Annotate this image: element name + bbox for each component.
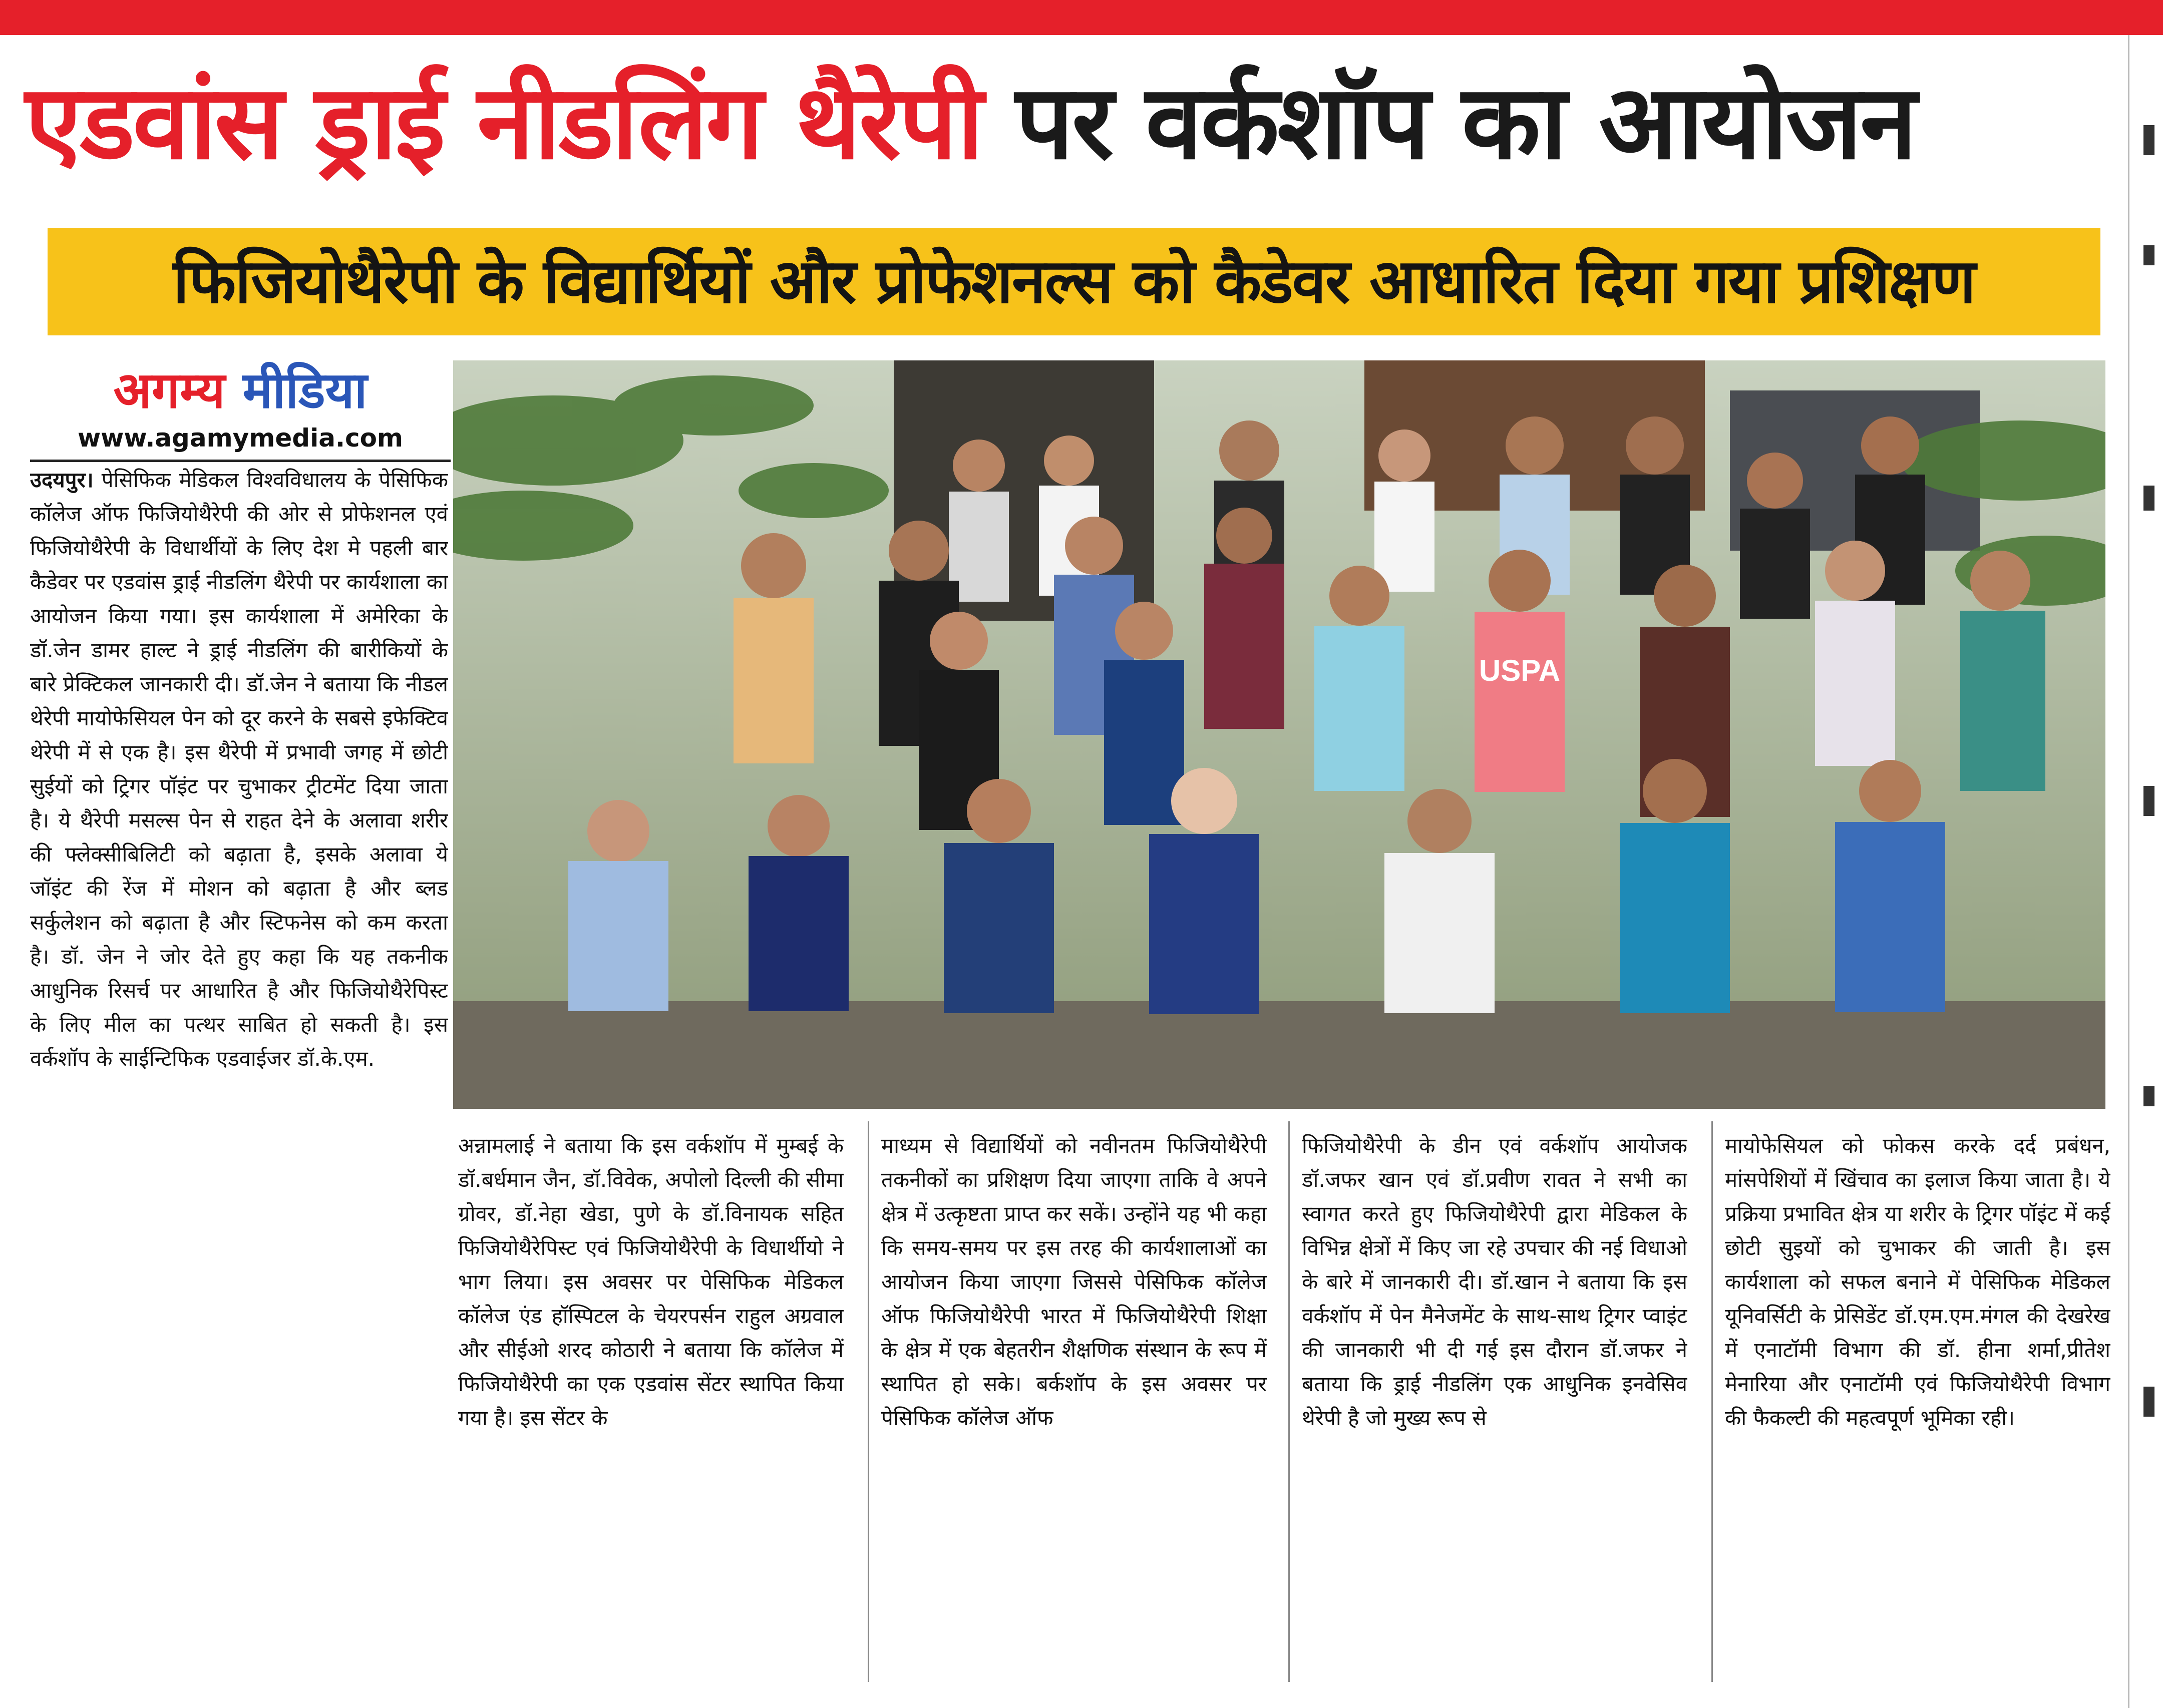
edge-mark: [2143, 486, 2154, 511]
edge-mark: [2143, 125, 2154, 155]
column-divider: [868, 1121, 869, 1682]
edge-mark: [2143, 1086, 2154, 1106]
subheadline-banner: फिजियोथैरेपी के विद्यार्थियों और प्रोफेशनल्स को कैडेवर आधारित दिया गया प्रशिक्षण: [48, 228, 2100, 335]
source-logo: [30, 360, 451, 462]
article-column-1: [30, 463, 448, 1679]
article-column-4: फिजियोथैरेपी के डीन एवं वर्कशॉप आयोजक डॉ.जफर खान एवं डॉ.प्रवीण रावत ने सभी का स्वागत करते हुए फिजियोथैरेपी द्वारा मेडिकल के विभिन्न क्षेत्रों में किए जा रहे उपचार की नई विधाओ के बारे में जानकारी दी। डॉ.खान ने बताया कि इस वर्कशॉप में पेन मैनेजमेंट के साथ-साथ ट्रिगर प्वाइंट की जानकारी भी दी गई इस दौरान डॉ.जफर ने बताया कि ड्राई नीडलिंग एक आधुनिक इनवेसिव थेरेपी है जो मुख्य रूप से: [1302, 1133, 1687, 1430]
top-red-bar: [0, 0, 2163, 35]
headline-red-part: एडवांस ड्राई नीडलिंग थैरेपी: [25, 63, 982, 182]
group-photo-illustration: [453, 360, 2105, 1109]
column-divider: [1711, 1121, 1713, 1682]
headline: [25, 48, 2108, 198]
headline-black-part: पर वर्कशॉप का आयोजन: [1015, 63, 1915, 182]
article-text-1: पेसिफिक मेडिकल विश्वविधालय के पेसिफिक कॉलेज ऑफ फिजियोथैरेपी की ओर से प्रोफेशनल एवं फिजियोथैरेपी के विधार्थीयों के लिए देश मे पहली बार कैडेवर पर एडवांस ड्राई नीडलिंग थैरेपी पर कार्यशाला का आयोजन किया गया। इस कार्यशाला में अमेरिका के डॉ.जेन डामर हाल्ट ने ड्राई नीडलिंग की बारीकियों के बारे प्रेक्टिकल जानकारी दी। डॉ.जेन ने बताया कि नीडल थेरेपी मायोफेसियल पेन को दूर करने के सबसे इफेक्टिव थेरेपी में से एक है। इस थैरेपी में प्रभावी जगह में छोटी सुईयों को ट्रिगर पॉइंट पर चुभाकर ट्रीटमेंट दिया जाता है। ये थैरेपी मसल्स पेन से राहत देने के अलावा शरीर की फ्लेक्सीबिलिटी को बढ़ाता है, इसके अलावा ये जॉइंट की रेंज में मोशन को बढ़ाता है और ब्लड सर्कुलेशन को बढ़ाता है और स्टिफनेस को कम करता है। डॉ. जेन ने जोर देते हुए कहा कि यह तकनीक आधुनिक रिसर्च पर आधारित है और फिजियोथैरेपिस्ट के लिए मील का पत्थर साबित हो सकती है। इस वर्कशॉप के साईन्टिफिक एडवाईजर डॉ.के.एम.: [30, 468, 448, 1071]
article-column-2: अन्नामलाई ने बताया कि इस वर्कशॉप में मुम्बई के डॉ.बर्धमान जैन, डॉ.विवेक, अपोलो दिल्ली की सीमा ग्रोवर, डॉ.नेहा खेडा, पुणे के डॉ.विनायक सहित फिजियोथैरेपिस्ट एवं फिजियोथैरेपी के विधार्थीयो ने भाग लिया। इस अवसर पर पेसिफिक मेडिकल कॉलेज एंड हॉस्पिटल के चेयरपर्सन राहुल अग्रवाल और सीईओ शरद कोठारी ने बताया कि कॉलेज में फिजियोथैरेपी का एक एडवांस सेंटर स्थापित किया गया है। इस सेंटर के: [458, 1133, 844, 1430]
photo-shirt-text: USPA: [1479, 654, 1561, 687]
source-name: [30, 360, 451, 420]
group-photo: [453, 360, 2105, 1109]
edge-mark: [2143, 245, 2154, 265]
adjacent-page-edge: [2128, 35, 2163, 1708]
column-divider: [1288, 1121, 1290, 1682]
edge-mark: [2143, 1387, 2154, 1417]
source-url: www.agamymedia.com: [30, 420, 451, 462]
edge-mark: [2143, 786, 2154, 816]
article-column-5: मायोफेसियल को फोकस करके दर्द प्रबंधन, मांसपेशियों में खिंचाव का इलाज किया जाता है। ये प्रक्रिया प्रभावित क्षेत्र या शरीर के ट्रिगर पॉइंट में कई छोटी सुइयों को चुभाकर की जाती है। इस कार्यशाला को सफल बनाने में पेसिफिक मेडिकल यूनिवर्सिटी के प्रेसिडेंट डॉ.एम.एम.मंगल की देखरेख में एनाटॉमी विभाग की डॉ. हीना शर्मा,प्रीतेश मेनारिया और एनाटॉमी एवं फिजियोथैरेपी विभाग की फैकल्टी की महत्वपूर्ण भूमिका रही।: [1725, 1133, 2110, 1430]
source-name-part1: अगम्य: [113, 361, 225, 419]
source-name-part2: मीडिया: [242, 361, 368, 419]
article-column-3: माध्यम से विद्यार्थियों को नवीनतम फिजियोथैरेपी तकनीकों का प्रशिक्षण दिया जाएगा ताकि वे अपने क्षेत्र में उत्कृष्टता प्राप्त कर सकें। उन्होंने यह भी कहा कि समय-समय पर इस तरह की कार्यशालाओं का आयोजन किया जाएगा जिससे पेसिफिक कॉलेज ऑफ फिजियोथैरेपी भारत में फिजियोथैरेपी शिक्षा के क्षेत्र में एक बेहतरीन शैक्षणिक संस्थान के रूप में स्थापित हो सके। बर्कशॉप के इस अवसर पर पेसिफिक कॉलेज ऑफ: [881, 1133, 1267, 1430]
dateline: उदयपुर।: [30, 468, 94, 492]
